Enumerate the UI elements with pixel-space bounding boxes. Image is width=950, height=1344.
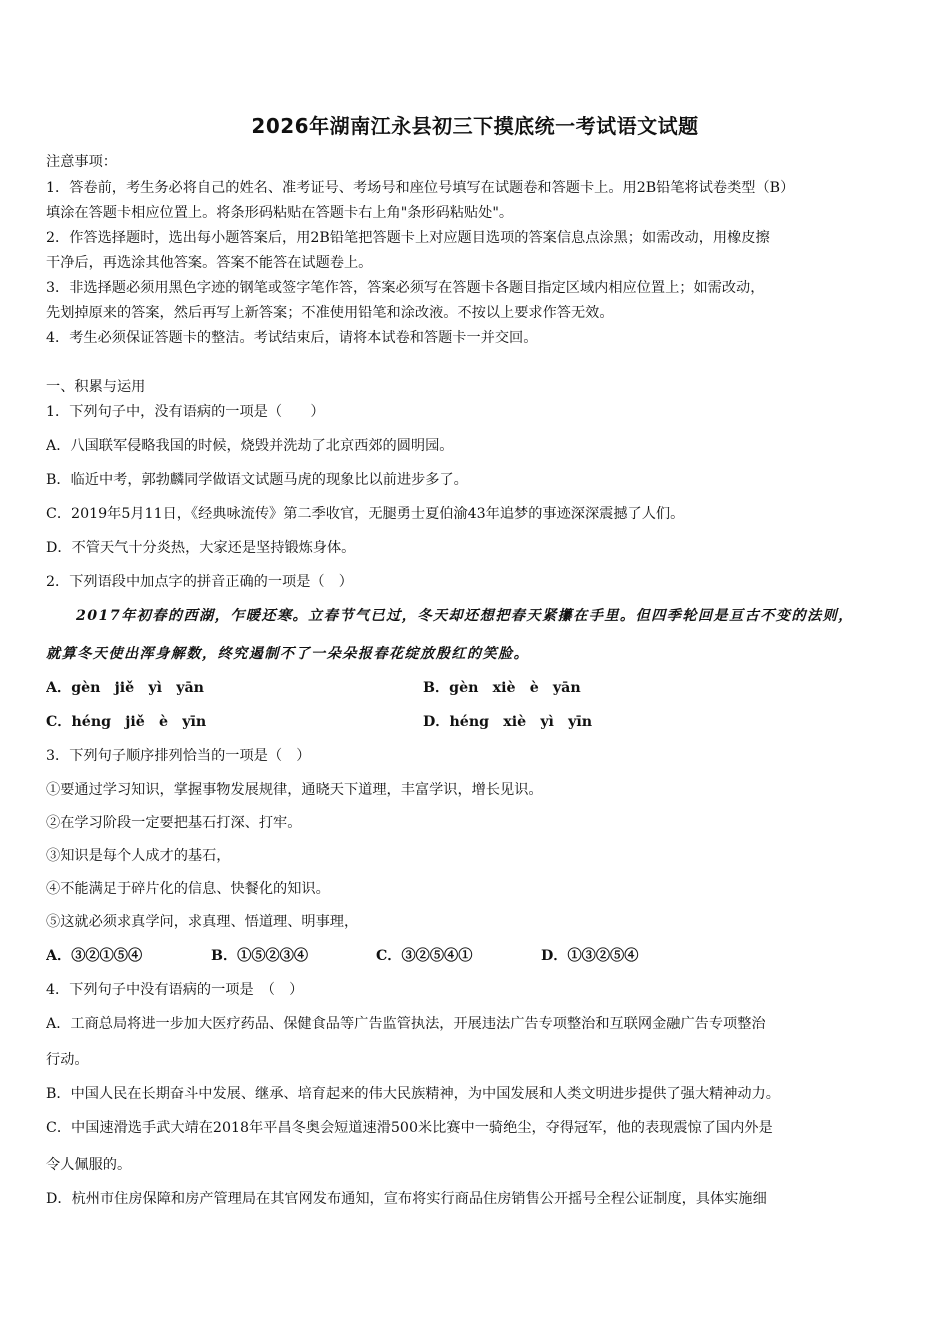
notice-line: 1．答卷前，考生务必将自己的姓名、准考证号、考场号和座位号填写在试题卷和答题卡上。用2B铅笔将试卷类型（B） [46,180,795,196]
notice-line: 4．考生必须保证答题卡的整洁。考试结束后，请将本试卷和答题卡一并交回。 [46,330,538,346]
notice-heading: 注意事项： [46,154,117,170]
notice-line: 先划掉原来的答案，然后再写上新答案；不准使用铅笔和涂改液。不按以上要求作答无效。 [46,305,614,321]
question-3-sentence: ⑤这就必须求真学问，求真理、悟道理、明事理， [46,914,359,930]
question-1-option-d: D．不管天气十分炎热，大家还是坚持锻炼身体。 [46,540,356,556]
page-title: 2026年湖南江永县初三下摸底统一考试语文试题 [251,114,699,138]
question-3-sentence: ①要通过学习知识，掌握事物发展规律，通晓天下道理，丰富学识，增长见识。 [46,782,543,798]
question-1-option-c: C．2019年5月11日，《经典咏流传》第二季收官，无腿勇士夏伯渝43年追梦的事迹深深震撼了人们。 [46,506,685,522]
section-heading: 一、积累与运用 [46,379,146,395]
question-3-sentence: ④不能满足于碎片化的信息、快餐化的知识。 [46,881,330,897]
question-2-option-a: A．gèn jiě yì yān [46,680,204,696]
question-1-stem: 1．下列句子中，没有语病的一项是（ ） [46,404,325,420]
question-1-option-b: B．临近中考，郭勃麟同学做语文试题马虎的现象比以前进步多了。 [46,472,468,488]
question-3-stem: 3．下列句子顺序排列恰当的一项是（ ） [46,748,311,764]
notice-line: 2．作答选择题时，选出每小题答案后，用2B铅笔把答题卡上对应题目选项的答案信息点涂黑；如需改动，用橡皮擦 [46,230,770,246]
notice-line: 填涂在答题卡相应位置上。将条形码粘贴在答题卡右上角"条形码粘贴处"。 [46,205,514,221]
question-4-option-d: D．杭州市住房保障和房产管理局在其官网发布通知，宣布将实行商品住房销售公开摇号全程公证制度，具体实施细 [46,1191,767,1207]
question-4-option-c-cont: 令人佩服的。 [46,1157,132,1173]
question-3-option-d: D．①③②⑤④ [541,948,639,964]
question-4-option-c: C．中国速滑选手武大靖在2018年平昌冬奥会短道速滑500米比赛中一骑绝尘，夺得冠军，他的表现震惊了国内外是 [46,1120,773,1136]
question-2-passage: 2017年初春的西湖，乍暖还寒。立春节气已过，冬天却还想把春天紧攥在手里。但四季轮回是亘古不变的法则， [76,608,854,624]
question-3-option-c: C．③②⑤④① [376,948,473,964]
question-2-option-c: C．héng jiě è yīn [46,714,207,730]
question-3-option-b: B．①⑤②③④ [211,948,309,964]
question-2-option-b: B．gèn xiè è yān [423,680,581,696]
question-4-option-a: A．工商总局将进一步加大医疗药品、保健食品等广告监管执法，开展违法广告专项整治和互联网金融广告专项整治 [46,1016,766,1032]
question-2-stem: 2．下列语段中加点字的拼音正确的一项是（ ） [46,574,353,590]
notice-line: 3．非选择题必须用黑色字迹的钢笔或签字笔作答，答案必须写在答题卡各题目指定区域内相应位置上；如需改动， [46,280,765,296]
notice-line: 干净后，再选涂其他答案。答案不能答在试题卷上。 [46,255,373,271]
question-1-option-a: A．八国联军侵略我国的时候，烧毁并洗劫了北京西郊的圆明园。 [46,438,454,454]
question-4-stem: 4．下列句子中没有语病的一项是 （ ） [46,982,304,998]
question-3-option-row [46,945,906,965]
question-2-option-d: D．héng xiè yì yīn [423,714,593,730]
question-3-option-a: A．③②①⑤④ [46,948,143,964]
question-2-passage: 就算冬天使出浑身解数，终究遏制不了一朵朵报春花绽放殷红的笑脸。 [46,646,530,662]
question-3-sentence: ③知识是每个人成才的基石， [46,848,231,864]
question-3-sentence: ②在学习阶段一定要把基石打深、打牢。 [46,815,302,831]
question-4-option-b: B．中国人民在长期奋斗中发展、继承、培育起来的伟大民族精神，为中国发展和人类文明进步提供了强大精神动力。 [46,1086,780,1102]
question-4-option-a-cont: 行动。 [46,1052,89,1068]
question-2-option-row [46,677,906,697]
question-2-option-row [46,711,906,731]
